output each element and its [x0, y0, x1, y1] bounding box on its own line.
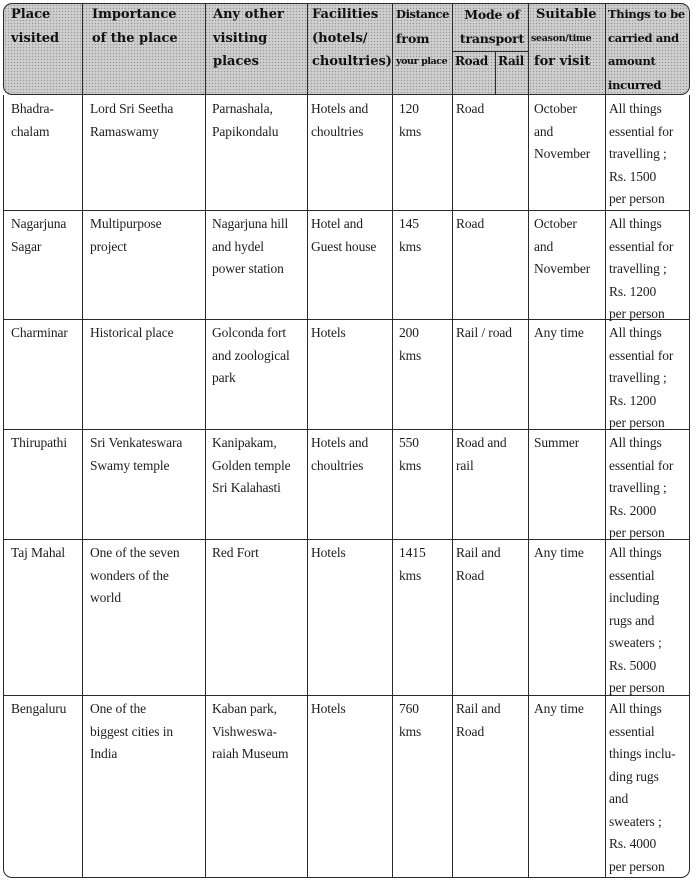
cell-season: Any time — [534, 545, 584, 560]
road-rail-divider — [495, 51, 496, 95]
cell-distance: 550 kms — [399, 435, 422, 473]
cell-season: October and November — [534, 216, 591, 276]
cell-importance: One of the seven wonders of the world — [90, 545, 180, 605]
cell-other-places: Kanipakam, Golden temple Sri Kalahasti — [212, 435, 291, 495]
cell-distance: 1415 kms — [399, 545, 426, 583]
header-mode-rail: Rail — [498, 54, 524, 68]
header-facilities: Facilities (hotels/ choultries) — [312, 7, 392, 69]
header-distance-line1: Distance — [396, 7, 450, 21]
cell-mode: Road — [456, 216, 485, 231]
column-divider — [392, 95, 393, 878]
cell-importance: Sri Venkateswara Swamy temple — [90, 435, 183, 473]
header-mode-road: Road — [455, 54, 488, 68]
cell-importance: Historical place — [90, 325, 174, 340]
cell-mode: Rail and Road — [456, 701, 501, 739]
header-importance: Importance of the place — [92, 7, 178, 46]
cell-facilities: Hotels — [311, 545, 346, 560]
cell-mode: Road — [456, 101, 485, 116]
column-divider — [82, 3, 83, 95]
cell-season: Any time — [534, 701, 584, 716]
cell-place: Taj Mahal — [11, 545, 66, 560]
cell-season: Any time — [534, 325, 584, 340]
row-divider — [3, 319, 690, 320]
cell-importance: Multipurpose project — [90, 216, 162, 254]
column-divider — [605, 3, 606, 95]
cell-mode: Rail / road — [456, 325, 512, 340]
cell-mode: Road and rail — [456, 435, 507, 473]
column-divider — [392, 3, 393, 95]
cell-place: Bhadra- chalam — [11, 101, 54, 139]
header-mode: Mode of transport — [459, 7, 525, 46]
column-divider — [605, 95, 606, 878]
cell-place: Thirupathi — [11, 435, 67, 450]
cell-things: All things essential for travelling ; Rs. 1200 per person — [609, 325, 674, 430]
cell-distance: 145 kms — [399, 216, 422, 254]
row-divider — [3, 210, 690, 211]
cell-other-places: Kaban park, Vishweswa- raiah Museum — [212, 701, 289, 761]
cell-other-places: Red Fort — [212, 545, 259, 560]
cell-distance: 760 kms — [399, 701, 422, 739]
column-divider — [528, 95, 529, 878]
cell-place: Charminar — [11, 325, 68, 340]
column-divider — [82, 95, 83, 878]
column-divider — [307, 95, 308, 878]
header-distance-line3: your place — [396, 56, 448, 67]
cell-place: Nagarjuna Sagar — [11, 216, 67, 254]
header-season-line2: season/time — [531, 32, 592, 44]
column-divider — [205, 95, 206, 878]
cell-importance: Lord Sri Seetha Ramaswamy — [90, 101, 174, 139]
header-other-places: Any other visiting places — [213, 7, 284, 69]
header-distance — [396, 3, 449, 74]
cell-season: October and November — [534, 101, 591, 161]
cell-facilities: Hotels and choultries — [311, 435, 369, 473]
cell-place: Bengaluru — [11, 701, 67, 716]
cell-things: All things essential including rugs and sweaters ; Rs. 5000 per person — [609, 545, 665, 695]
cell-things: All things essential for travelling ; Rs. 2000 per person — [609, 435, 674, 540]
header-season-line1: Suitable — [536, 7, 597, 22]
cell-things: All things essential for travelling ; Rs. 1200 per person — [609, 216, 674, 321]
cell-facilities: Hotels — [311, 701, 346, 716]
header-season-line3: for visit — [534, 54, 591, 69]
cell-facilities: Hotels — [311, 325, 346, 340]
cell-other-places: Golconda fort and zoological park — [212, 325, 290, 385]
cell-other-places: Parnashala, Papikondalu — [212, 101, 279, 139]
column-divider — [452, 95, 453, 878]
column-divider — [205, 3, 206, 95]
row-divider — [3, 429, 690, 430]
column-divider — [528, 3, 529, 95]
column-divider — [452, 3, 453, 95]
cell-importance: One of the biggest cities in India — [90, 701, 174, 761]
cell-things: All things essential for travelling ; Rs. 1500 per person — [609, 101, 674, 206]
header-distance-line2: from — [396, 30, 430, 46]
row-divider — [3, 695, 690, 696]
cell-distance: 120 kms — [399, 101, 422, 139]
cell-facilities: Hotels and choultries — [311, 101, 369, 139]
cell-distance: 200 kms — [399, 325, 422, 363]
column-divider — [307, 3, 308, 95]
header-place: Place visited — [11, 7, 60, 46]
cell-things: All things essential things inclu- ding rugs and sweaters ; Rs. 4000 per person — [609, 701, 676, 874]
header-season — [531, 3, 597, 74]
row-divider — [3, 539, 690, 540]
cell-other-places: Nagarjuna hill and hydel power station — [212, 216, 289, 276]
travel-table — [3, 3, 690, 878]
cell-season: Summer — [534, 435, 580, 450]
cell-mode: Rail and Road — [456, 545, 501, 583]
header-things: Things to be carried and amount incurred — [608, 7, 685, 92]
cell-facilities: Hotel and Guest house — [311, 216, 377, 254]
